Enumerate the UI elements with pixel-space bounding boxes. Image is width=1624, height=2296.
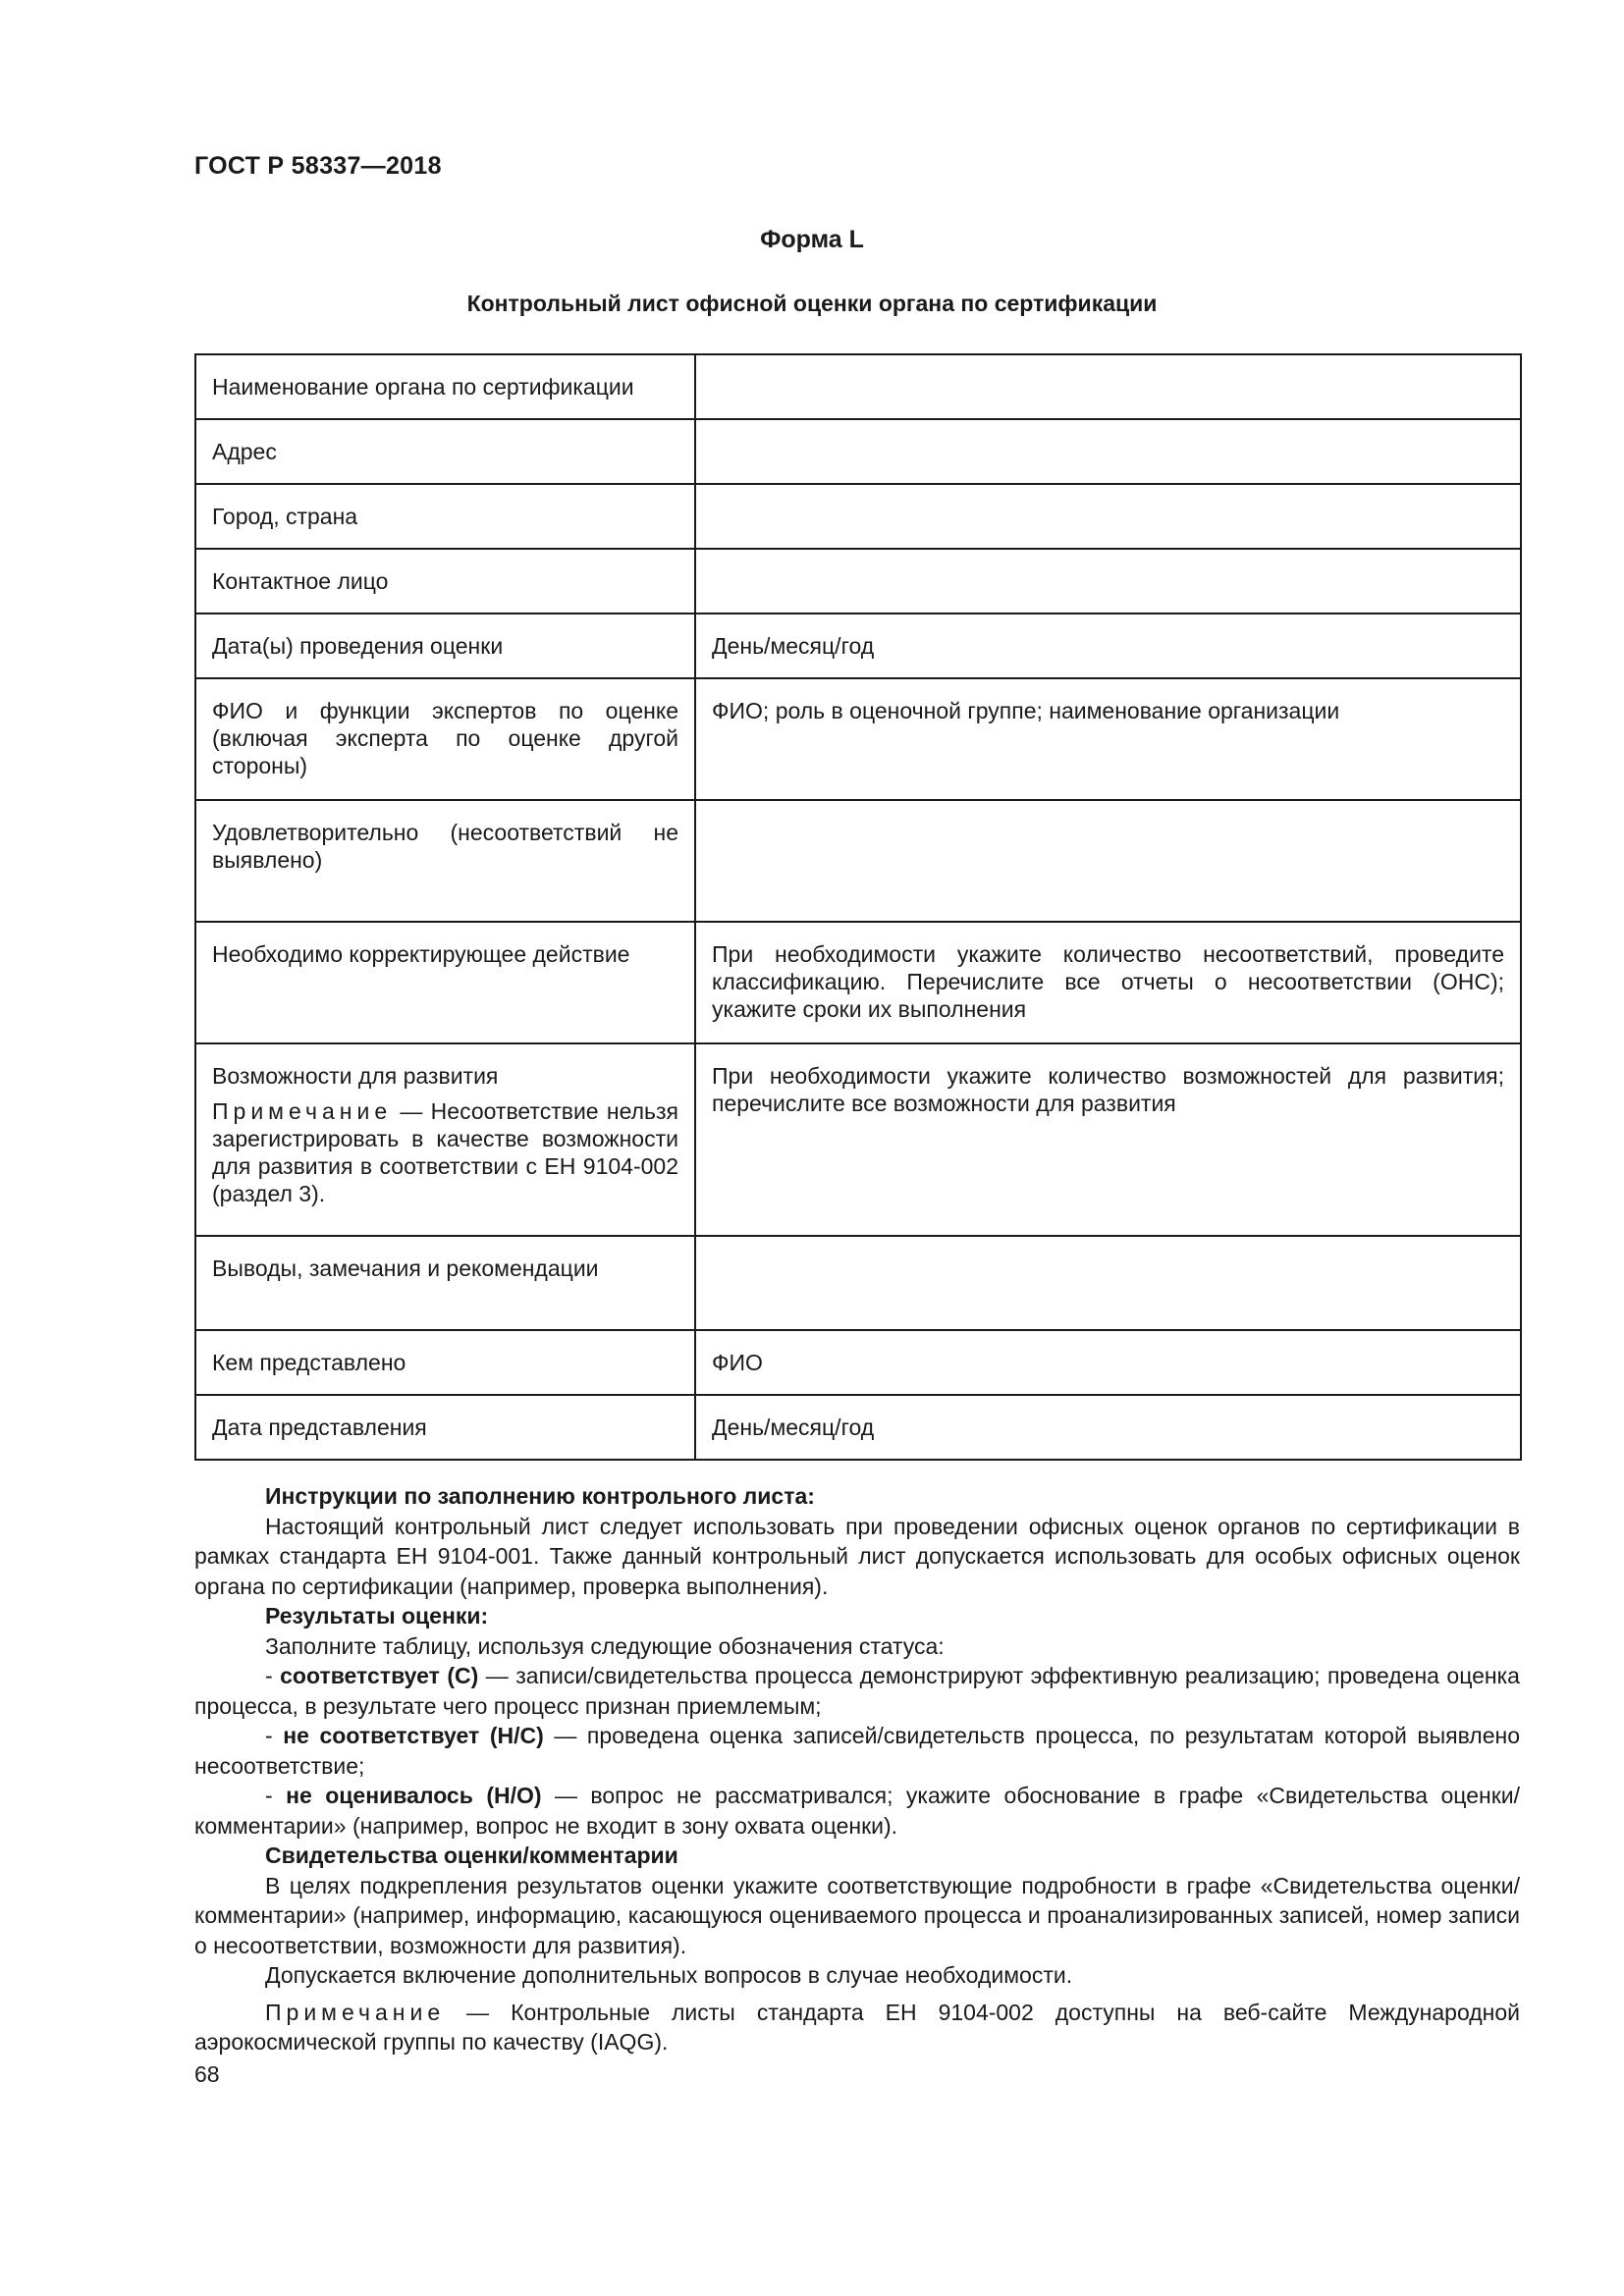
row-label-with-note: [195, 1043, 695, 1236]
row-label: Адрес: [195, 419, 695, 484]
status-term: не оценивалось (Н/О): [286, 1783, 542, 1808]
status-item: [194, 1661, 1520, 1721]
row-label: Кем представлено: [195, 1330, 695, 1395]
status-text: — записи/свидетельства процесса демонстрируют эффективную реализацию; проведена оценка процесса, в результате чего процесс признан приемлемым;: [194, 1663, 1520, 1719]
row-value: День/месяц/год: [695, 614, 1521, 678]
row-label: Контактное лицо: [195, 549, 695, 614]
row-value: [695, 800, 1521, 922]
table-row: [195, 484, 1521, 549]
instructions-section: [194, 1481, 1520, 2089]
note-text: — Контрольные листы стандарта ЕН 9104-002 доступны на веб-сайте Международной аэрокосмической группы по качеству (IAQG).: [194, 1999, 1520, 2055]
row-note: [212, 1097, 678, 1207]
form-subtitle: Контрольный лист офисной оценки органа по сертификации: [466, 291, 1158, 316]
status-text: — проведена оценка записей/свидетельств процесса, по результатам которой выявлено несоответствие;: [194, 1723, 1520, 1779]
status-text: — вопрос не рассматривался; укажите обоснование в графе «Свидетельства оценки/комментарии» (например, вопрос не входит в зону охвата оценки).: [194, 1783, 1520, 1839]
row-value: [695, 419, 1521, 484]
row-label: Город, страна: [195, 484, 695, 549]
page-number: 68: [194, 2060, 220, 2087]
table-row: [195, 614, 1521, 678]
table-row: [195, 922, 1521, 1043]
table-row: [195, 1236, 1521, 1330]
instructions-intro: Настоящий контрольный лист следует использовать при проведении офисных оценок органов по сертификации в рамках стандарта ЕН 9104-001. Также данный контрольный лист допускается использовать для особых офисных оценок органа по сертификации (например, проверка выполнения).: [194, 1513, 1520, 1599]
checklist-table: [194, 353, 1522, 1461]
row-value: ФИО; роль в оценочной группе; наименование организации: [695, 678, 1521, 800]
row-label: Необходимо корректирующее действие: [195, 922, 695, 1043]
status-prefix: -: [265, 1663, 281, 1688]
row-value: [695, 484, 1521, 549]
status-item: [194, 1781, 1520, 1841]
row-label: Дата представления: [195, 1395, 695, 1460]
evidence-heading: Свидетельства оценки/комментарии: [265, 1842, 678, 1868]
table-row: [195, 1043, 1521, 1236]
row-value: При необходимости укажите количество несоответствий, проведите классификацию. Перечислите все отчеты о несоответствии (ОНС); укажите сроки их выполнения: [695, 922, 1521, 1043]
row-value: [695, 354, 1521, 419]
row-label: Дата(ы) проведения оценки: [195, 614, 695, 678]
form-title: Форма L: [760, 226, 864, 253]
additional-text: Допускается включение дополнительных вопросов в случае необходимости.: [265, 1962, 1073, 1988]
table-row: [195, 419, 1521, 484]
table-row: [195, 800, 1521, 922]
note-word: Примечание: [212, 1098, 393, 1124]
row-label: ФИО и функции экспертов по оценке (включая эксперта по оценке другой стороны): [195, 678, 695, 800]
status-term: не соответствует (Н/С): [283, 1723, 544, 1748]
row-value: [695, 1236, 1521, 1330]
row-value: День/месяц/год: [695, 1395, 1521, 1460]
note-text: — Несоответствие нельзя зарегистрировать в качестве возможности для развития в соответствии с ЕН 9104-002 (раздел 3).: [212, 1098, 678, 1206]
table-row: [195, 1330, 1521, 1395]
evidence-text: В целях подкрепления результатов оценки укажите соответствующие подробности в графе «Свидетельства оценки/комментарии» (например, информацию, касающуюся оцениваемого процесса и проанализированных записей, номер записи о несоответствии, возможности для развития).: [194, 1872, 1520, 1958]
table-row: [195, 678, 1521, 800]
table-row: [195, 549, 1521, 614]
row-label: Возможности для развития: [212, 1063, 499, 1089]
results-intro: Заполните таблицу, используя следующие обозначения статуса:: [265, 1632, 945, 1659]
row-value: ФИО: [695, 1330, 1521, 1395]
results-heading: Результаты оценки:: [265, 1603, 489, 1629]
status-prefix: -: [265, 1783, 287, 1808]
standard-code: ГОСТ Р 58337—2018: [194, 152, 442, 180]
instructions-heading: Инструкции по заполнению контрольного листа:: [265, 1483, 815, 1509]
row-value: [695, 549, 1521, 614]
table-row: [195, 1395, 1521, 1460]
instructions-note: [194, 1998, 1520, 2057]
row-label: Выводы, замечания и рекомендации: [195, 1236, 695, 1330]
status-prefix: -: [265, 1723, 284, 1748]
table-row: [195, 354, 1521, 419]
row-label: Удовлетворительно (несоответствий не выявлено): [195, 800, 695, 922]
status-term: соответствует (С): [280, 1663, 479, 1688]
note-word: Примечание: [265, 1999, 446, 2025]
row-value: При необходимости укажите количество возможностей для развития; перечислите все возможности для развития: [695, 1043, 1521, 1236]
row-label: Наименование органа по сертификации: [195, 354, 695, 419]
status-item: [194, 1721, 1520, 1781]
